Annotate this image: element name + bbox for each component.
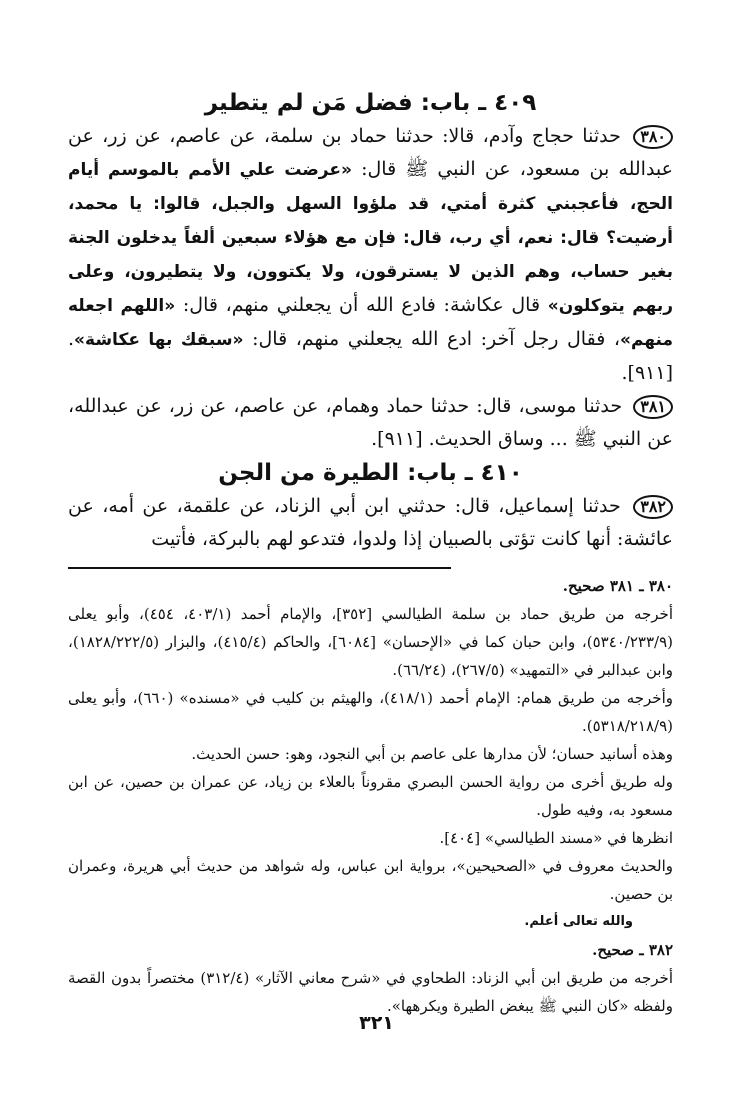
prophetic-quote: «اللهم اجعله منهم» — [68, 296, 674, 350]
hadith-reference: . [٩١١]. — [68, 328, 673, 384]
footnote-paragraph: أخرجه من طريق ابن أبي الزناد: الطحاوي في «شرح معاني الآثار» (٣١٢/٤) مختصراً بدون القصة ولفظه «كان النبي ﷺ يبغض الطيرة ويكرهها». — [68, 969, 673, 1015]
hadith-382 — [68, 490, 673, 556]
hadith-text: قال عكاشة: فادع الله أن يجعلني منهم، قال: — [175, 294, 548, 316]
footnote-heading: ٣٨٢ ـ صحيح. — [592, 941, 673, 959]
chapter-heading-410: ٤١٠ ـ باب: الطيرة من الجن — [218, 460, 523, 486]
prophetic-quote: «عرضت علي الأمم بالموسم أيام الحج، فأعجبني كثرة أمتي، قد ملؤوا السهل والجبل، قالوا: يا محمد، أرضيت؟ قال: نعم، أي رب، قال: فإن مع هؤلاء سبعين ألفاً يدخلون الجنة بغير حساب، وهم الذين لا يسترقون، ولا يكتوون، ولا يتطيرون، وعلى ربهم يتوكلون» — [68, 160, 673, 316]
hadith-text: حدثنا إسماعيل، قال: حدثني ابن أبي الزناد، عن علقمة، عن أمه، عن عائشة: أنها كانت تؤتى بالصبيان إذا ولدوا، فتدعو لهم بالبركة، فأتيت — [68, 495, 673, 550]
footnote-separator — [68, 567, 451, 569]
footnote-paragraph: وأخرجه من طريق همام: الإمام أحمد (٤١٨/١)، والهيثم بن كليب في «مسنده» (٦٦٠)، وأبو يعلى (٥٣١٨/٢١٨/٩). — [68, 689, 673, 735]
footnote-paragraph: والحديث معروف في «الصحيحين»، برواية ابن عباس، وله شواهد من حديث أبي هريرة، وعمران بن حصين. — [68, 857, 673, 903]
hadith-number-badge: ٣٨٠ — [633, 125, 673, 149]
footnote-paragraph: وهذه أسانيد حسان؛ لأن مدارها على عاصم بن أبي النجود، وهو: حسن الحديث. — [191, 745, 673, 763]
hadith-380 — [68, 120, 673, 390]
footnote-paragraph: وله طريق أخرى من رواية الحسن البصري مقروناً بالعلاء بن زياد، عن عمران بن حصين، عن ابن مسعود به، وفيه طول. — [68, 773, 673, 819]
hadith-number-badge: ٣٨١ — [633, 395, 673, 419]
hadith-381 — [68, 390, 673, 456]
closing-formula: والله تعالى أعلم. — [524, 914, 633, 929]
prophetic-quote: «سبقك بها عكاشة» — [74, 330, 244, 350]
chapter-heading-409: ٤٠٩ ـ باب: فضل مَن لم يتطير — [204, 90, 537, 116]
page-number: ٣٢١ — [359, 1012, 394, 1034]
footnote-heading: ٣٨٠ ـ ٣٨١ صحيح. — [562, 577, 673, 595]
footnotes — [68, 572, 673, 1020]
footnote-paragraph: انظرها في «مسند الطيالسي» [٤٠٤]. — [439, 829, 673, 847]
hadith-text: ، فقال رجل آخر: ادع الله يجعلني منهم، قال: — [243, 328, 620, 350]
hadith-text: حدثنا حجاج وآدم، قالا: حدثنا حماد بن سلمة، عن عاصم، عن زر، عن عبدالله بن مسعود، عن النبي ﷺ قال: — [68, 125, 673, 180]
hadith-text: حدثنا موسى، قال: حدثنا حماد وهمام، عن عاصم، عن زر، عن عبدالله، عن النبي ﷺ ... وساق الحديث. [٩١١]. — [68, 395, 673, 450]
footnote-paragraph: أخرجه من طريق حماد بن سلمة الطيالسي [٣٥٢]، والإمام أحمد (٤٠٣/١، ٤٥٤)، وأبو يعلى (٥٣٤٠/٢٣٣/٩)، وابن حبان كما في «الإحسان» [٦٠٨٤]، والحاكم (٤١٥/٤)، والبزار (١٨٢٨/٢٢٢/٥)، وابن عبدالبر في «التمهيد» (٢٦٧/٥)، (٦٦/٢٤). — [68, 605, 673, 679]
hadith-number-badge: ٣٨٢ — [633, 495, 673, 519]
main-text — [68, 86, 673, 556]
